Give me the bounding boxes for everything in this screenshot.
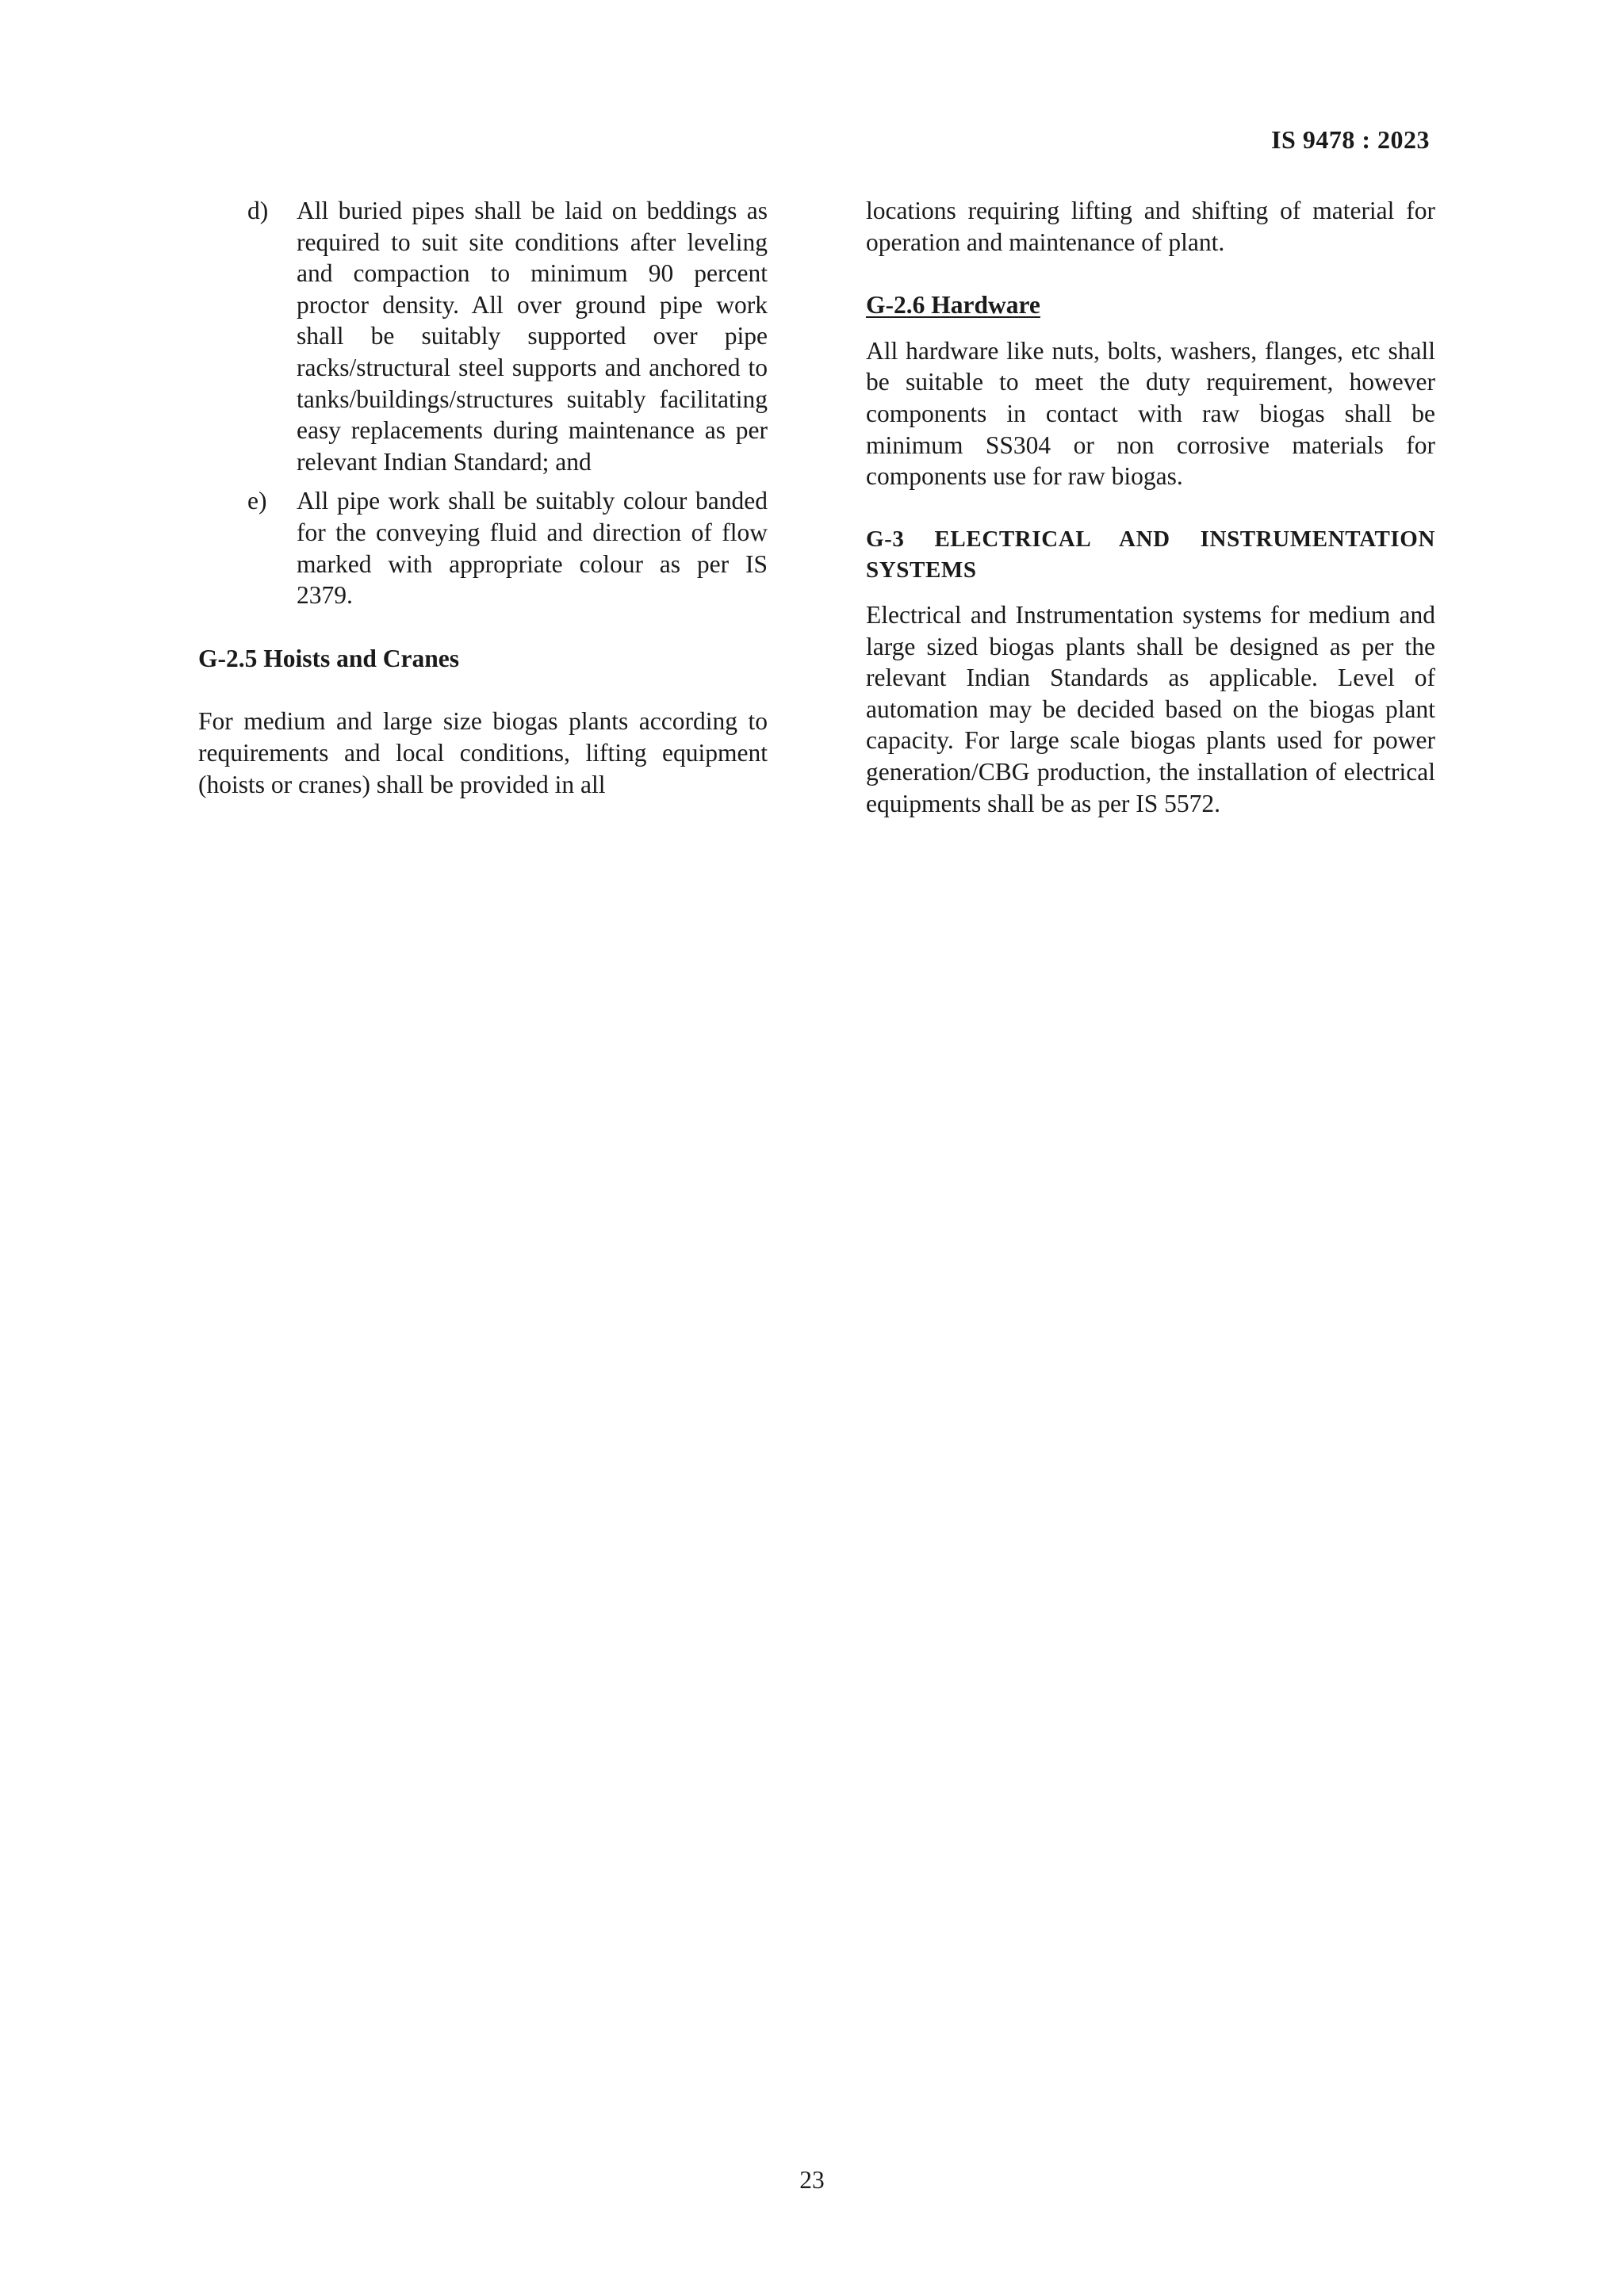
page-number: 23 bbox=[799, 2166, 825, 2194]
right-column bbox=[866, 195, 1435, 819]
list-item-text: All buried pipes shall be laid on beddings as required to suit site conditions after leveling and compaction to minimum 90 percent proctor density. All over ground pipe work shall be suitably supported over pipe racks/structural steel supports and anchored to tanks/buildings/structures suitably facilitating easy replacements during maintenance as per relevant Indian Standard; and bbox=[297, 197, 768, 476]
list-item-text: All pipe work shall be suitably colour banded for the conveying fluid and direction of flow marked with appropriate colour as per IS 2379. bbox=[297, 487, 768, 610]
list-item-e bbox=[198, 485, 768, 610]
section-paragraph-electrical: Electrical and Instrumentation systems for medium and large sized biogas plants shall be designed as per the relevant Indian Standards as applicable. Level of automation may be decided based on the biogas plant capacity. For large scale biogas plants used for power generation/CBG production, the installation of electrical equipments shall be as per IS 5572. bbox=[866, 600, 1435, 817]
list-item-d bbox=[198, 195, 768, 477]
section-paragraph-hardware: All hardware like nuts, bolts, washers, flanges, etc shall be suitable to meet the duty requirement, however components in contact with raw biogas shall be minimum SS304 or non corrosive materials for components use for raw biogas. bbox=[866, 336, 1435, 491]
section-paragraph-hoists: For medium and large size biogas plants according to requirements and local conditions, lifting equipment (hoists or cranes) shall be provided in all bbox=[198, 707, 768, 798]
section-heading-electrical: G-3 ELECTRICAL AND INSTRUMENTATION SYSTEMS bbox=[866, 526, 1435, 584]
list-marker: e) bbox=[247, 487, 267, 515]
continuation-paragraph: locations requiring lifting and shifting of material for operation and maintenance of plant. bbox=[866, 197, 1435, 256]
left-column bbox=[198, 195, 768, 800]
section-heading-hoists: G-2.5 Hoists and Cranes bbox=[198, 644, 460, 672]
section-heading-hardware-text: G-2.6 Hardware bbox=[866, 291, 1040, 320]
section-heading-hardware bbox=[866, 289, 1435, 321]
standard-number-header: IS 9478 : 2023 bbox=[1271, 125, 1430, 154]
list-marker: d) bbox=[247, 197, 269, 224]
